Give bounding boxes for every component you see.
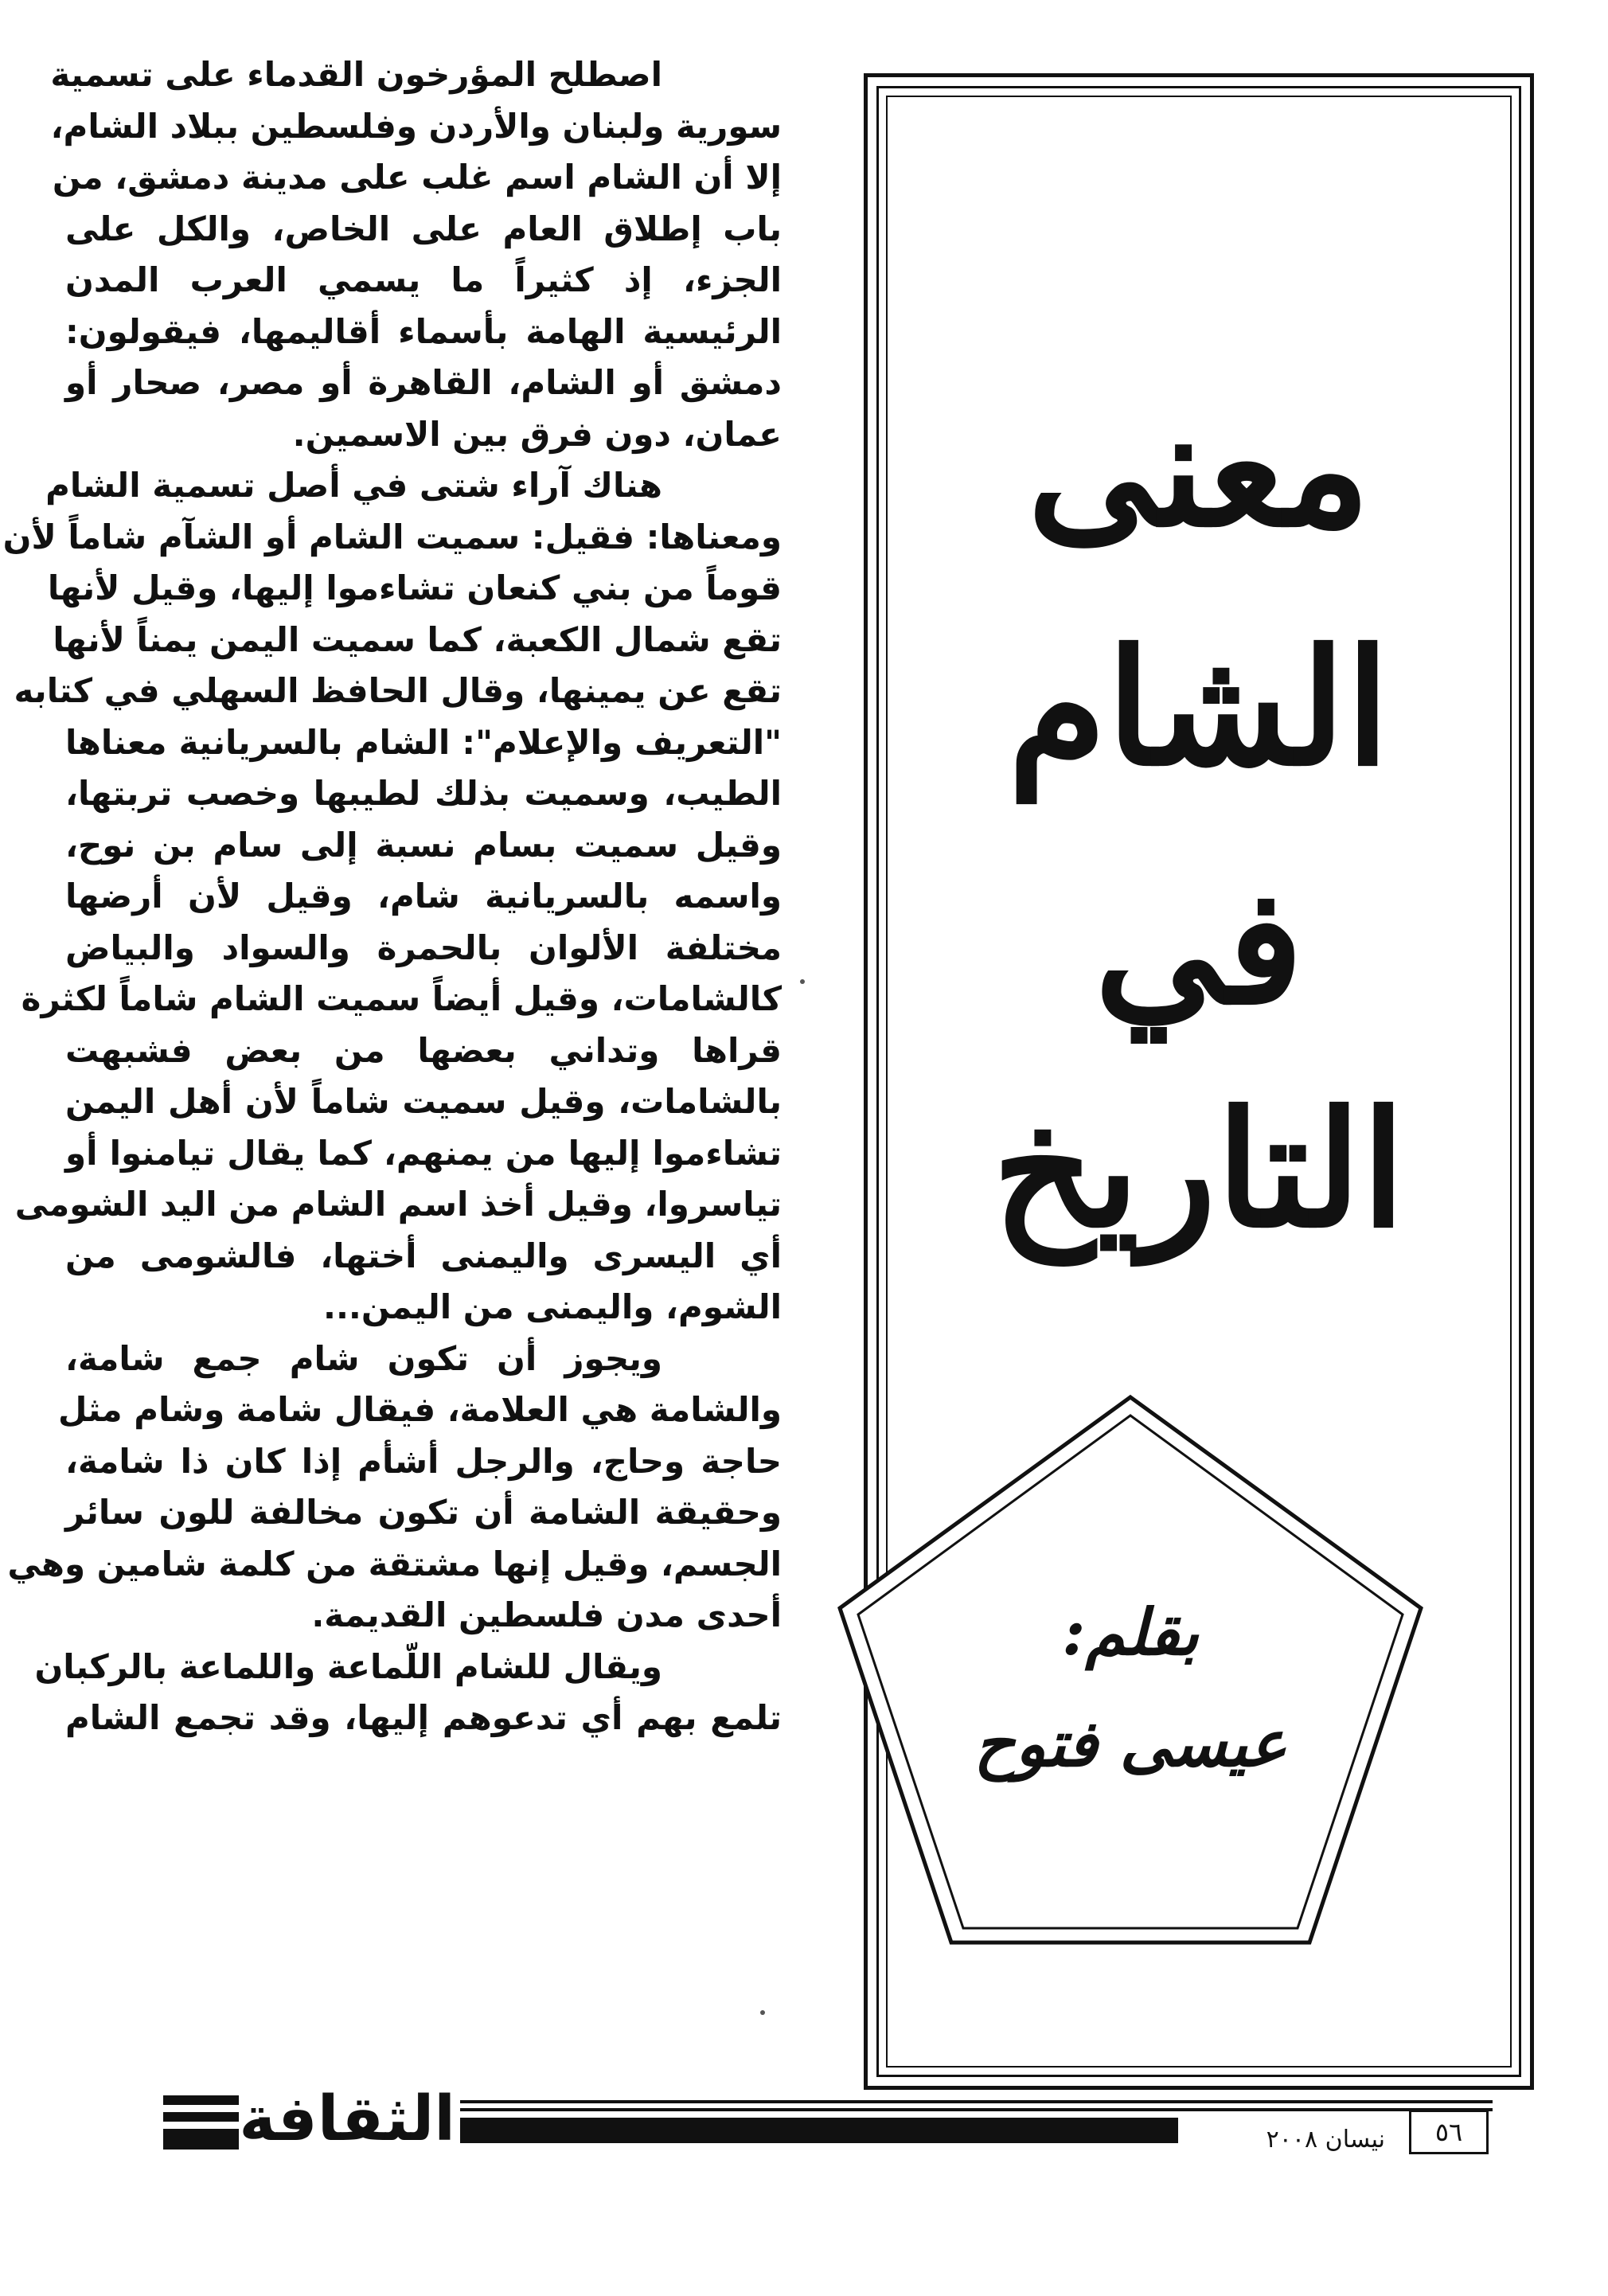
- article-line: أي اليسرى واليمنى أختها، فالشومى من: [65, 1236, 782, 1275]
- author-label: بقلم:: [1062, 1595, 1199, 1669]
- article-line: ومعناها: فقيل: سميت الشام أو الشآم شاماً لأن: [2, 517, 782, 556]
- scan-speck: [800, 979, 805, 984]
- footer-rule-thick: [460, 2118, 1178, 2143]
- article-line: إلا أن الشام اسم غلب على مدينة دمشق، من: [52, 158, 782, 197]
- article-line: قوماً من بني كنعان تشاءموا إليها، وقيل لأنها: [47, 568, 782, 607]
- article-line: تشاءموا إليها من يمنهم، كما يقال تيامنوا أو: [65, 1133, 782, 1173]
- article-line: تلمع بهم أي تدعوهم إليها، وقد تجمع الشام: [65, 1698, 782, 1737]
- article-line: والشامة هي العلامة، فيقال شامة وشام مثل: [57, 1390, 782, 1429]
- article-line: كالشامات، وقيل أيضاً سميت الشام شاماً لكثرة: [21, 979, 782, 1018]
- issue-date: نيسان ٢٠٠٨: [1266, 2126, 1385, 2153]
- article-line: ويقال للشام اللّماعة واللماعة بالركبان: [34, 1646, 662, 1686]
- article-line: باب إطلاق العام على الخاص، والكل على: [65, 209, 782, 248]
- article-line: وحقيقة الشامة أن تكون مخالفة للون سائر: [65, 1493, 782, 1532]
- article-line: دمشق أو الشام، القاهرة أو مصر، صحار أو: [65, 363, 782, 402]
- page-number: ٥٦: [1409, 2110, 1489, 2154]
- magazine-logo: الثقافة: [239, 2083, 455, 2155]
- article-line: عمان، دون فرق بين الاسمين.: [292, 414, 782, 454]
- article-line: الطيب، وسميت بذلك لطيبها وخصب تربتها،: [65, 774, 782, 813]
- article-line: تقع شمال الكعبة، كما سميت اليمن يمناً لأنها: [53, 619, 782, 659]
- article-line: ويجوز أن تكون شام جمع شامة،: [65, 1338, 662, 1378]
- article-line: سورية ولبنان والأردن وفلسطين ببلاد الشام،: [50, 106, 782, 146]
- article-line: "التعريف والإعلام": الشام بالسريانية معناها: [65, 722, 782, 762]
- title-line-2: الشام: [1008, 615, 1390, 802]
- scan-speck: [760, 2010, 765, 2015]
- footer-rule: [460, 2100, 1493, 2103]
- article-line: مختلفة الألوان بالحمرة والسواد والبياض: [65, 927, 782, 967]
- article-line: اصطلح المؤرخون القدماء على تسمية: [50, 55, 662, 94]
- article-line: الشوم، واليمنى من اليمن...: [323, 1287, 782, 1326]
- article-line: تياسروا، وقيل أخذ اسم الشام من اليد الشومى: [14, 1185, 782, 1224]
- article-line: بالشامات، وقيل سميت شاماً لأن أهل اليمن: [65, 1082, 782, 1121]
- title-line-4: التاريخ: [992, 1076, 1406, 1263]
- article-line: قراها وتداني بعضها من بعض فشبهت: [65, 1030, 782, 1070]
- article-line: أحدى مدن فلسطين القديمة.: [311, 1595, 782, 1634]
- footer-logo-bars: [163, 2095, 239, 2148]
- article-line: الجزء، إذ كثيراً ما يسمي العرب المدن: [65, 260, 782, 299]
- footer-rule: [460, 2108, 1493, 2111]
- title-line-1: معنى: [1027, 376, 1371, 563]
- author-name: عيسى فتوح: [974, 1706, 1287, 1781]
- article-line: تقع عن يمينها، وقال الحافظ السهلي في كتابه: [14, 671, 782, 710]
- author-pentagon: [828, 1385, 1433, 1958]
- article-line: واسمه بالسريانية شام، وقيل لأن أرضها: [65, 877, 782, 916]
- article-line: الرئيسية الهامة بأسماء أقاليمها، فيقولون:: [65, 311, 782, 351]
- article-line: الجسم، وقيل إنها مشتقة من كلمة شامين وهي: [7, 1544, 782, 1583]
- article-line: وقيل سميت بسام نسبة إلى سام بن نوح،: [65, 825, 782, 865]
- article-line: هناك آراء شتى في أصل تسمية الشام: [45, 466, 662, 505]
- title-line-3: في: [1094, 853, 1304, 1041]
- article-line: حاجة وحاج، والرجل أشأم إذا كان ذا شامة،: [65, 1441, 782, 1481]
- article-body: [2, 49, 782, 2119]
